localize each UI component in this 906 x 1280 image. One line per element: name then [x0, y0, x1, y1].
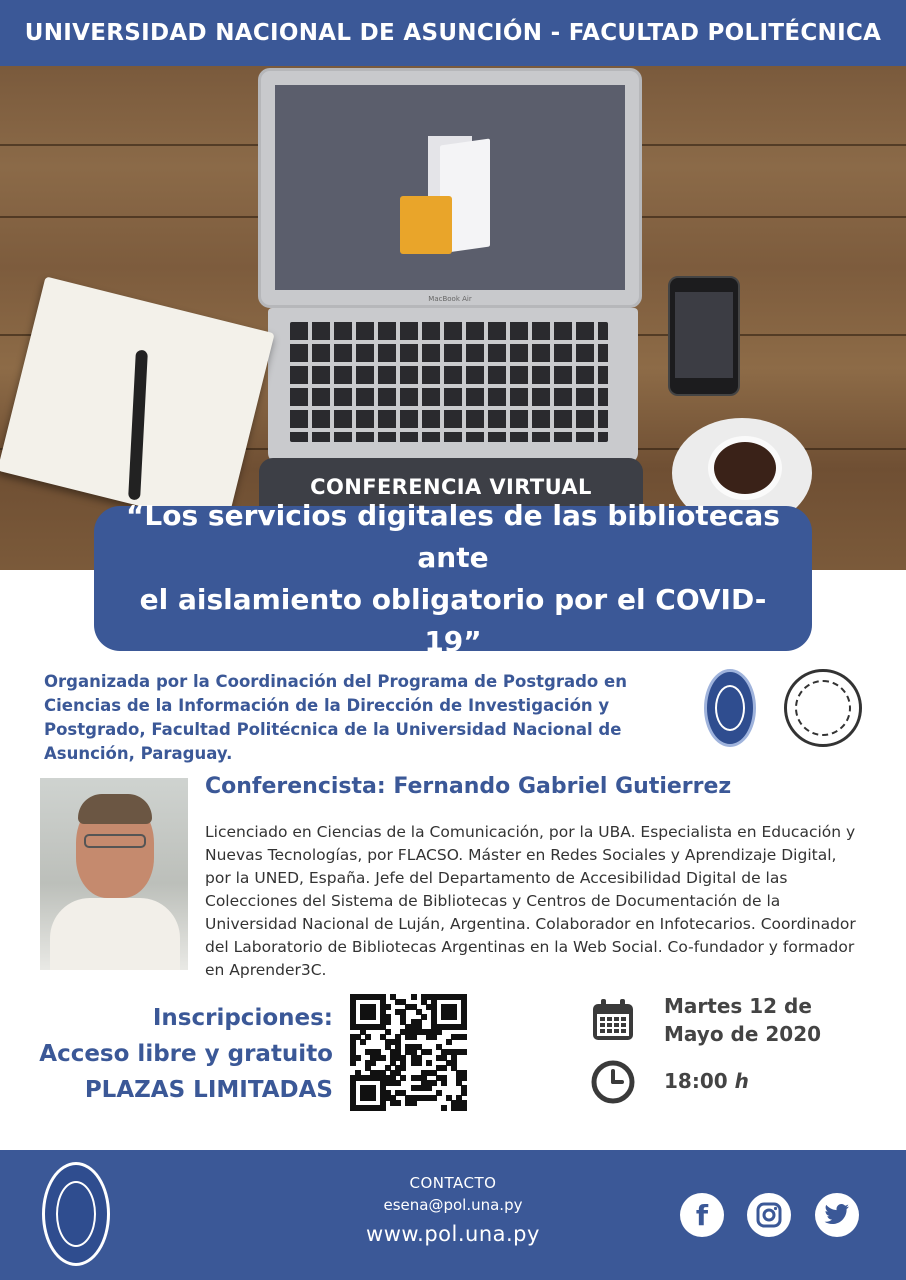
qr-module: [426, 1049, 432, 1055]
qr-module: [431, 1034, 437, 1040]
qr-code[interactable]: [350, 994, 466, 1110]
contact-block: [300, 1174, 606, 1246]
speaker-heading: Conferencista: Fernando Gabriel Gutierrez: [205, 774, 732, 799]
laptop-brand: MacBook Air: [428, 295, 472, 303]
laptop-keyboard: [268, 308, 638, 463]
event-time: [664, 1069, 749, 1093]
event-time-unit: h: [734, 1069, 749, 1093]
qr-module: [431, 1095, 437, 1101]
qr-module: [461, 1105, 467, 1111]
website-link[interactable]: www.pol.una.py: [366, 1222, 540, 1246]
speaker-photo: [40, 778, 188, 970]
event-date-line-2: Mayo de 2020: [664, 1022, 822, 1046]
organizer-text: Organizada por la Coordinación del Programa de Postgrado en Ciencias de la Información de la Dirección de Investigación y Postgrado, Facultad Politécnica de la Universidad Nacional de Asunción, Paraguay.: [44, 672, 627, 763]
contact-label: CONTACTO: [409, 1174, 497, 1192]
qr-module: [350, 1060, 356, 1066]
qr-module: [461, 1034, 467, 1040]
qr-module: [441, 1065, 447, 1071]
footer-una-logo: [42, 1162, 110, 1266]
event-date-line-1: Martes 12 de: [664, 994, 812, 1018]
contact-email-link[interactable]: esena@pol.una.py: [383, 1196, 523, 1214]
event-title-box: [94, 498, 812, 658]
qr-module: [411, 994, 417, 1000]
qr-module: [395, 1080, 401, 1086]
phone-illustration: [668, 276, 740, 396]
event-title-line-1: “Los servicios digitales de las bibliotecas ante: [126, 498, 780, 574]
calendar-icon: [591, 998, 635, 1042]
event-date: [664, 992, 821, 1048]
facebook-icon[interactable]: f: [680, 1193, 724, 1237]
qr-module: [441, 1080, 447, 1086]
qr-module: [411, 1034, 417, 1040]
qr-module: [395, 1100, 401, 1106]
qr-module: [370, 1095, 376, 1101]
qr-module: [461, 1024, 467, 1030]
qr-module: [370, 1014, 376, 1020]
qr-module: [380, 1105, 386, 1111]
registration-label: Inscripciones:: [152, 1005, 333, 1031]
clock-icon: [591, 1060, 635, 1104]
una-seal-logo: [704, 669, 756, 747]
header-bar: [0, 0, 906, 66]
qr-module: [426, 1085, 432, 1091]
qr-module: [461, 1049, 467, 1055]
instagram-icon[interactable]: [747, 1193, 791, 1237]
qr-module: [411, 1100, 417, 1106]
qr-module: [416, 1060, 422, 1066]
folder-icon: [400, 196, 452, 254]
qr-module: [360, 1039, 366, 1045]
qr-module: [451, 1014, 457, 1020]
qr-module: [446, 1039, 452, 1045]
qr-module: [441, 1105, 447, 1111]
event-title-line-2: el aislamiento obligatorio por el COVID-19”: [139, 582, 767, 658]
event-time-value: 18:00: [664, 1069, 728, 1093]
twitter-icon[interactable]: [815, 1193, 859, 1237]
header-title: UNIVERSIDAD NACIONAL DE ASUNCIÓN - FACULTAD POLITÉCNICA: [24, 20, 882, 46]
qr-module: [380, 1055, 386, 1061]
registration-access: Acceso libre y gratuito: [39, 1041, 333, 1067]
conference-type-label: CONFERENCIA VIRTUAL: [310, 475, 592, 499]
qr-module: [426, 1060, 432, 1066]
registration-info: [39, 1000, 333, 1108]
speaker-bio: Licenciado en Ciencias de la Comunicación, por la UBA. Especialista en Educación y Nuevas Tecnologías, por FLACSO. Máster en Redes Sociales y Aprendizaje Digital, por la UNED, España. Jefe del Departamento de Accesibilidad Digital de las Colecciones del Sistema de Bibliotecas y Centros de Documentación de la Universidad Nacional de Luján, Argentina. Colaborador en Infotecarios. Coordinador del Laboratorio de Bibliotecas Argentinas en la Web Social. Co-fundador y formador en Aprender3C.: [205, 823, 856, 979]
registration-limited: PLAZAS LIMITADAS: [84, 1077, 333, 1103]
event-title: [112, 495, 794, 663]
republic-seal-logo: [784, 669, 862, 747]
